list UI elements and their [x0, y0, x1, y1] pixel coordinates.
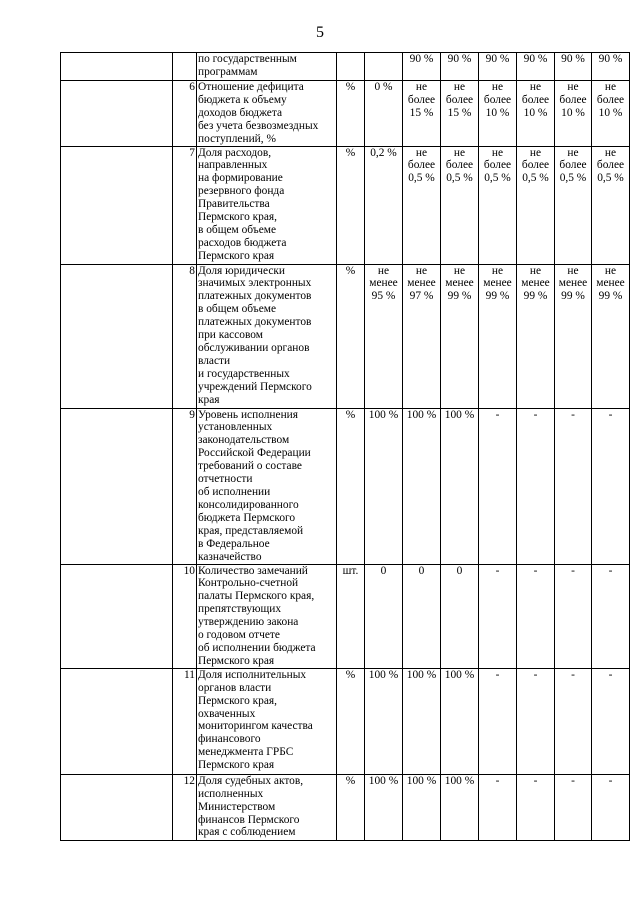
- indicator-name: Количество замечаний Контрольно-счетной палаты Пермского края, препятствующих утверждению закона о годовом отчете об исполнении бюджета Пермского края: [197, 564, 337, 668]
- table-row: [61, 668, 630, 774]
- value-cell: 100 %: [441, 774, 479, 840]
- value-cell: 90 %: [441, 53, 479, 81]
- value-cell: 100 %: [441, 668, 479, 774]
- indicator-name: Доля расходов, направленных на формирование резервного фонда Правительства Пермского края, в общем объеме расходов бюджета Пермского края: [197, 146, 337, 264]
- row-number: 10: [173, 564, 197, 668]
- blank-cell: [61, 774, 173, 840]
- value-cell: не менее 99 %: [479, 264, 517, 408]
- indicator-name: по государственным программам: [197, 53, 337, 81]
- value-cell: не более 0,5 %: [403, 146, 441, 264]
- row-number: 11: [173, 668, 197, 774]
- value-cell: -: [479, 668, 517, 774]
- value-cell: не менее 99 %: [517, 264, 555, 408]
- value-cell: не менее 99 %: [592, 264, 630, 408]
- value-cell: -: [592, 564, 630, 668]
- value-cell: 0: [441, 564, 479, 668]
- value-cell: не менее 99 %: [441, 264, 479, 408]
- unit-cell: %: [337, 408, 365, 564]
- value-cell: не более 15 %: [403, 81, 441, 147]
- row-number: 12: [173, 774, 197, 840]
- value-cell: -: [517, 774, 555, 840]
- value-cell: -: [555, 408, 592, 564]
- blank-cell: [61, 146, 173, 264]
- value-cell: не более 10 %: [555, 81, 592, 147]
- value-cell: -: [592, 408, 630, 564]
- indicator-name: Доля судебных актов, исполненных Министерством финансов Пермского края с соблюдением: [197, 774, 337, 840]
- value-cell: не более 15 %: [441, 81, 479, 147]
- blank-cell: [61, 408, 173, 564]
- value-cell: не менее 95 %: [365, 264, 403, 408]
- value-cell: не более 0,5 %: [555, 146, 592, 264]
- unit-cell: %: [337, 146, 365, 264]
- value-cell: 90 %: [403, 53, 441, 81]
- blank-cell: [61, 264, 173, 408]
- value-cell: 0 %: [365, 81, 403, 147]
- value-cell: 100 %: [403, 408, 441, 564]
- row-number: [173, 53, 197, 81]
- value-cell: [365, 53, 403, 81]
- value-cell: 90 %: [592, 53, 630, 81]
- value-cell: 100 %: [403, 668, 441, 774]
- value-cell: 100 %: [403, 774, 441, 840]
- row-number: 6: [173, 81, 197, 147]
- table-row: [61, 264, 630, 408]
- indicator-name: Доля исполнительных органов власти Пермского края, охваченных мониторингом качества финансового менеджмента ГРБС Пермского края: [197, 668, 337, 774]
- row-number: 9: [173, 408, 197, 564]
- value-cell: 100 %: [365, 668, 403, 774]
- value-cell: -: [479, 774, 517, 840]
- value-cell: -: [555, 564, 592, 668]
- value-cell: не более 0,5 %: [592, 146, 630, 264]
- value-cell: -: [517, 564, 555, 668]
- blank-cell: [61, 53, 173, 81]
- indicator-name: Доля юридически значимых электронных платежных документов в общем объеме платежных документов при кассовом обслуживании органов власти и государственных учреждений Пермского края: [197, 264, 337, 408]
- value-cell: не более 10 %: [479, 81, 517, 147]
- table-row: [61, 564, 630, 668]
- table-row: [61, 146, 630, 264]
- unit-cell: [337, 53, 365, 81]
- unit-cell: %: [337, 264, 365, 408]
- row-number: 7: [173, 146, 197, 264]
- blank-cell: [61, 668, 173, 774]
- value-cell: не более 10 %: [592, 81, 630, 147]
- value-cell: -: [592, 668, 630, 774]
- unit-cell: %: [337, 774, 365, 840]
- table-row: [61, 81, 630, 147]
- table-row: [61, 408, 630, 564]
- value-cell: не более 10 %: [517, 81, 555, 147]
- value-cell: не менее 97 %: [403, 264, 441, 408]
- value-cell: -: [517, 408, 555, 564]
- value-cell: -: [592, 774, 630, 840]
- value-cell: не более 0,5 %: [479, 146, 517, 264]
- value-cell: -: [479, 564, 517, 668]
- row-number: 8: [173, 264, 197, 408]
- value-cell: -: [479, 408, 517, 564]
- table-row: [61, 774, 630, 840]
- value-cell: 100 %: [365, 774, 403, 840]
- value-cell: 90 %: [517, 53, 555, 81]
- value-cell: 90 %: [555, 53, 592, 81]
- value-cell: -: [555, 668, 592, 774]
- value-cell: -: [555, 774, 592, 840]
- value-cell: 100 %: [441, 408, 479, 564]
- page-number: 5: [316, 24, 324, 41]
- value-cell: 0: [365, 564, 403, 668]
- indicators-table: [60, 52, 630, 841]
- unit-cell: %: [337, 81, 365, 147]
- unit-cell: %: [337, 668, 365, 774]
- value-cell: 0: [403, 564, 441, 668]
- value-cell: не более 0,5 %: [517, 146, 555, 264]
- value-cell: -: [517, 668, 555, 774]
- value-cell: не более 0,5 %: [441, 146, 479, 264]
- value-cell: не менее 99 %: [555, 264, 592, 408]
- value-cell: 90 %: [479, 53, 517, 81]
- blank-cell: [61, 564, 173, 668]
- blank-cell: [61, 81, 173, 147]
- indicator-name: Уровень исполнения установленных законодательством Российской Федерации требований о составе отчетности об исполнении консолидированного бюджета Пермского края, представляемой в Федеральное казначейство: [197, 408, 337, 564]
- value-cell: 100 %: [365, 408, 403, 564]
- unit-cell: шт.: [337, 564, 365, 668]
- table-row: [61, 53, 630, 81]
- value-cell: 0,2 %: [365, 146, 403, 264]
- indicator-name: Отношение дефицита бюджета к объему доходов бюджета без учета безвозмездных поступлений, %: [197, 81, 337, 147]
